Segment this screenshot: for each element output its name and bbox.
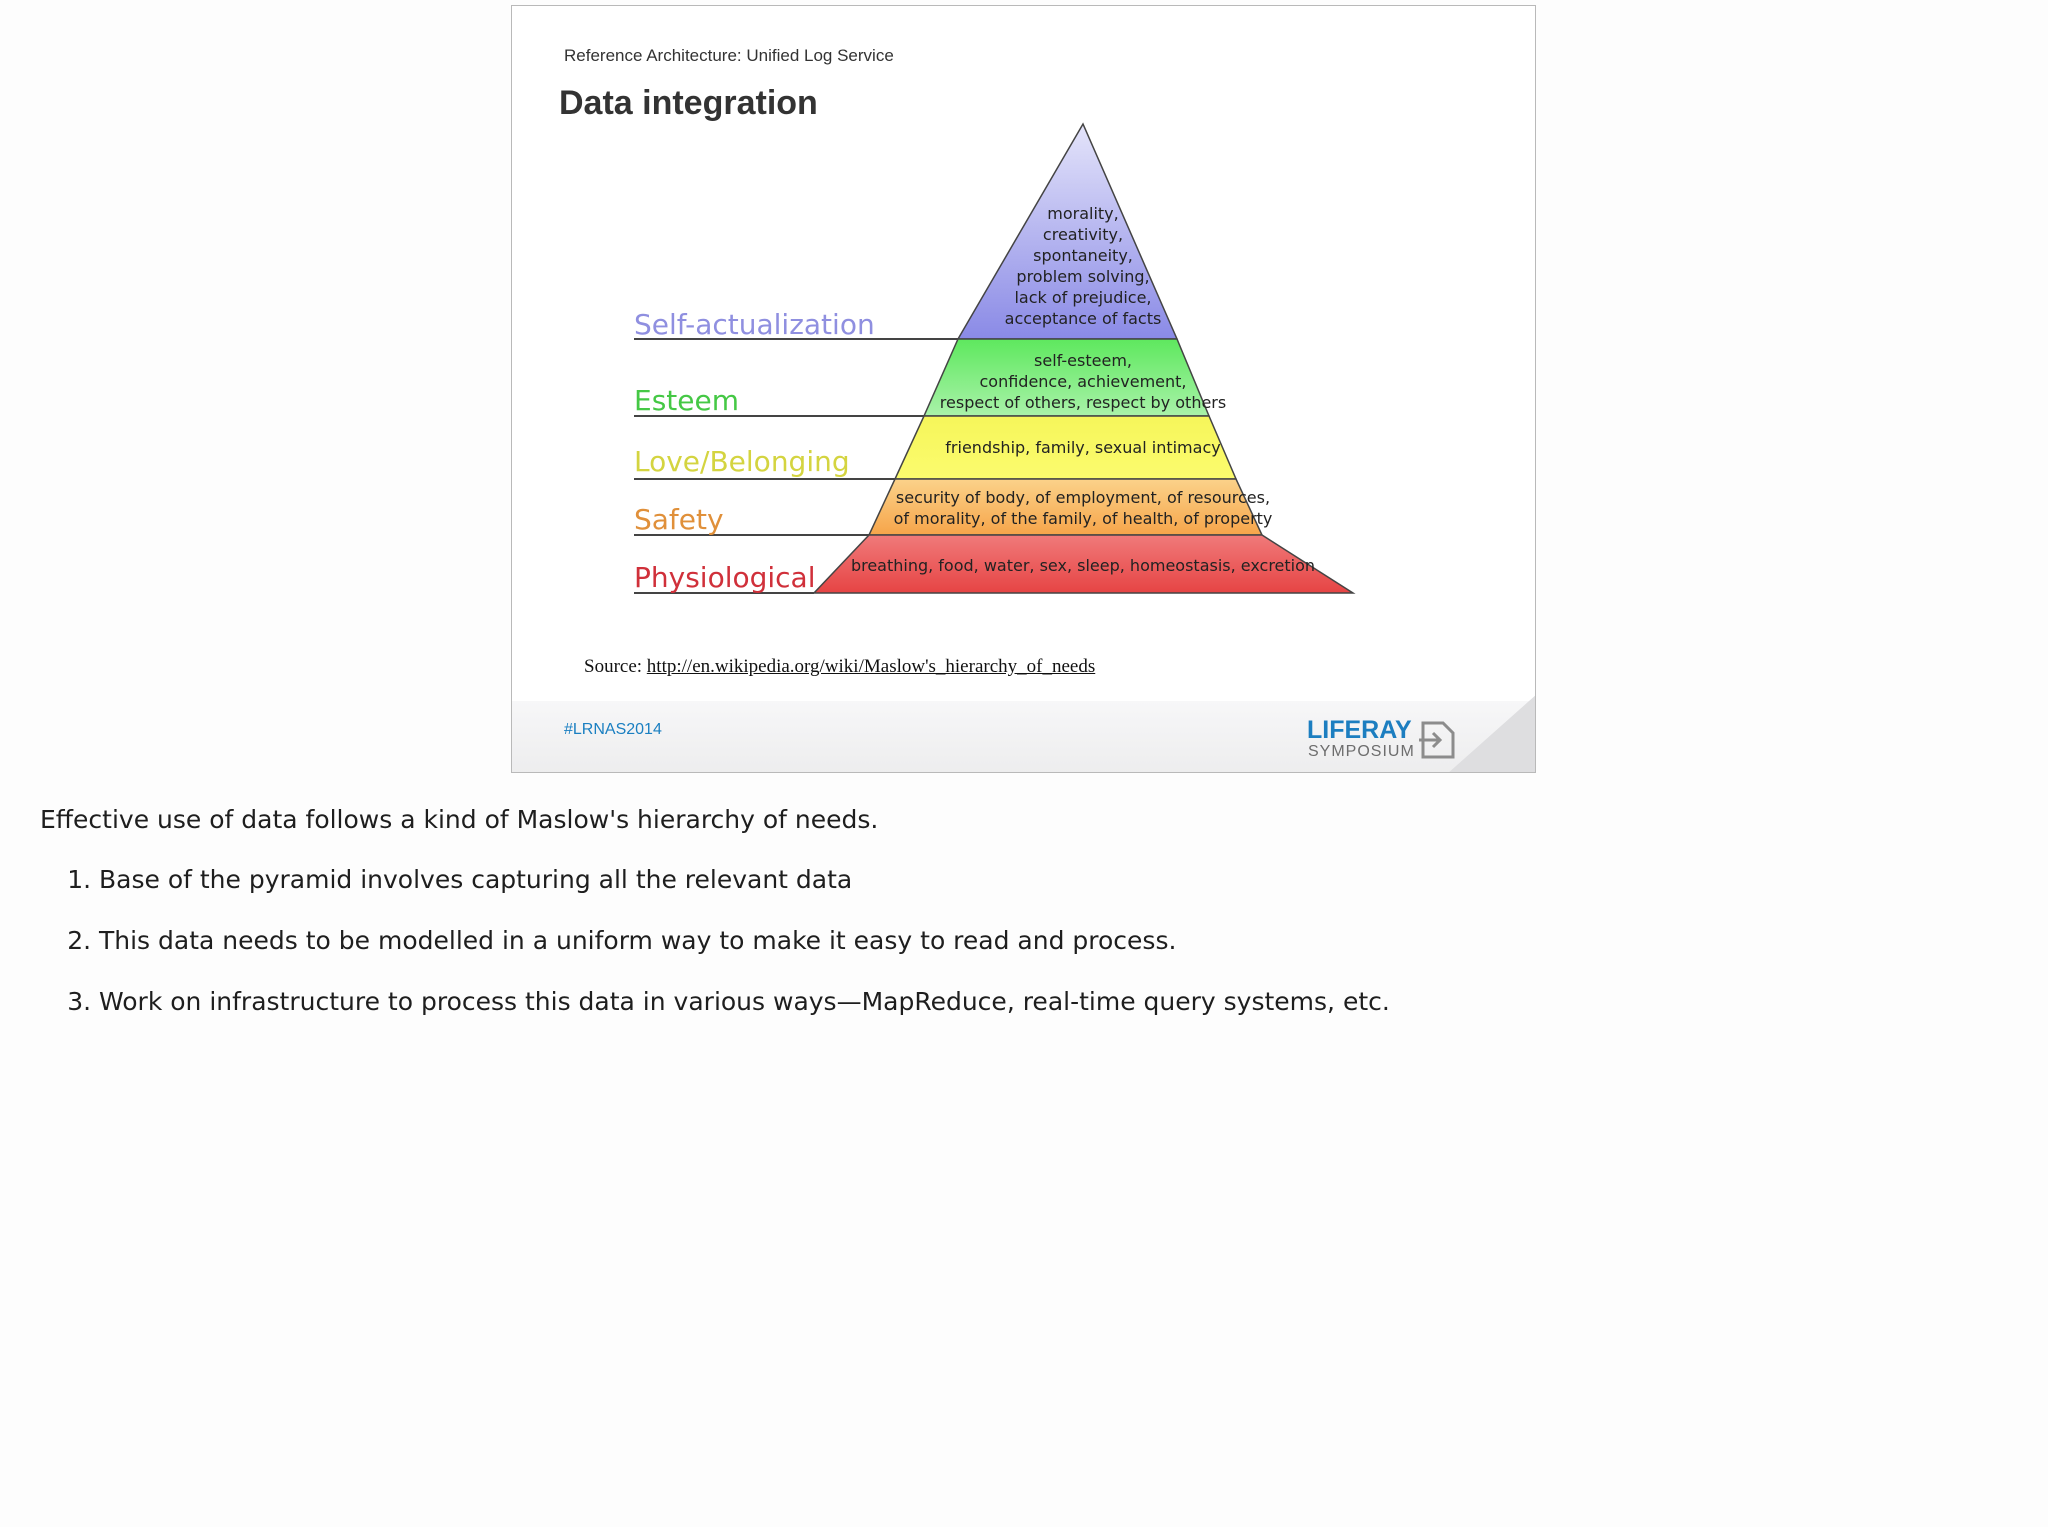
notes-intro: Effective use of data follows a kind of Maslow's hierarchy of needs. (40, 805, 879, 834)
slide-title: Data integration (559, 84, 818, 122)
slide (511, 5, 1536, 773)
esteem-line-3: respect of others, respect by others (939, 393, 1227, 412)
level-name-love-belonging: Love/Belonging (634, 445, 850, 478)
safety-line-2: of morality, of the family, of health, of property (893, 509, 1273, 528)
esteem-line-1: self-esteem, (1034, 351, 1132, 370)
event-hashtag: #LRNAS2014 (564, 721, 662, 738)
source-link[interactable]: http://en.wikipedia.org/wiki/Maslow's_hierarchy_of_needs (646, 656, 1096, 677)
self-actualization-line-3: spontaneity, (1033, 246, 1133, 265)
physiological-line-1: breathing, food, water, sex, sleep, homeostasis, excretion (850, 556, 1316, 575)
notes-item: 2. This data needs to be modelled in a uniform way to make it easy to read and process. (99, 921, 1940, 961)
love-belonging-line-1: friendship, family, sexual intimacy (945, 438, 1221, 457)
self-actualization-line-2: creativity, (1042, 225, 1124, 244)
notes-item: 3. Work on infrastructure to process this data in various ways—MapReduce, real-time query systems, etc. (99, 982, 1940, 1022)
slide-footer (512, 701, 1536, 773)
esteem-line-2: confidence, achievement, (979, 372, 1187, 391)
source-label: Source: (584, 656, 643, 677)
self-actualization-line-4: problem solving, (1016, 267, 1150, 286)
level-name-esteem: Esteem (634, 384, 739, 417)
logo-wordmark: LIFERAY (1307, 716, 1412, 744)
self-actualization-line-6: acceptance of facts (1004, 309, 1162, 328)
notes-item: 1. Base of the pyramid involves capturing all the relevant data (99, 860, 1940, 900)
notes-list (40, 860, 1940, 1022)
safety-line-1: security of body, of employment, of resources, (895, 488, 1271, 507)
speaker-notes (40, 800, 1940, 1043)
level-name-safety: Safety (634, 503, 724, 536)
slide-subtitle: Reference Architecture: Unified Log Service (564, 46, 894, 65)
logo-subtitle: SYMPOSIUM (1308, 743, 1415, 760)
liferay-symposium-logo (1307, 716, 1467, 766)
self-actualization-line-5: lack of prejudice, (1014, 288, 1152, 307)
logo-arrow-icon (1417, 719, 1457, 761)
source-citation (584, 656, 1095, 678)
level-name-self-actualization: Self-actualization (634, 308, 875, 341)
maslow-pyramid (512, 6, 1536, 646)
level-name-physiological: Physiological (634, 561, 816, 594)
self-actualization-line-1: morality, (1047, 204, 1119, 223)
